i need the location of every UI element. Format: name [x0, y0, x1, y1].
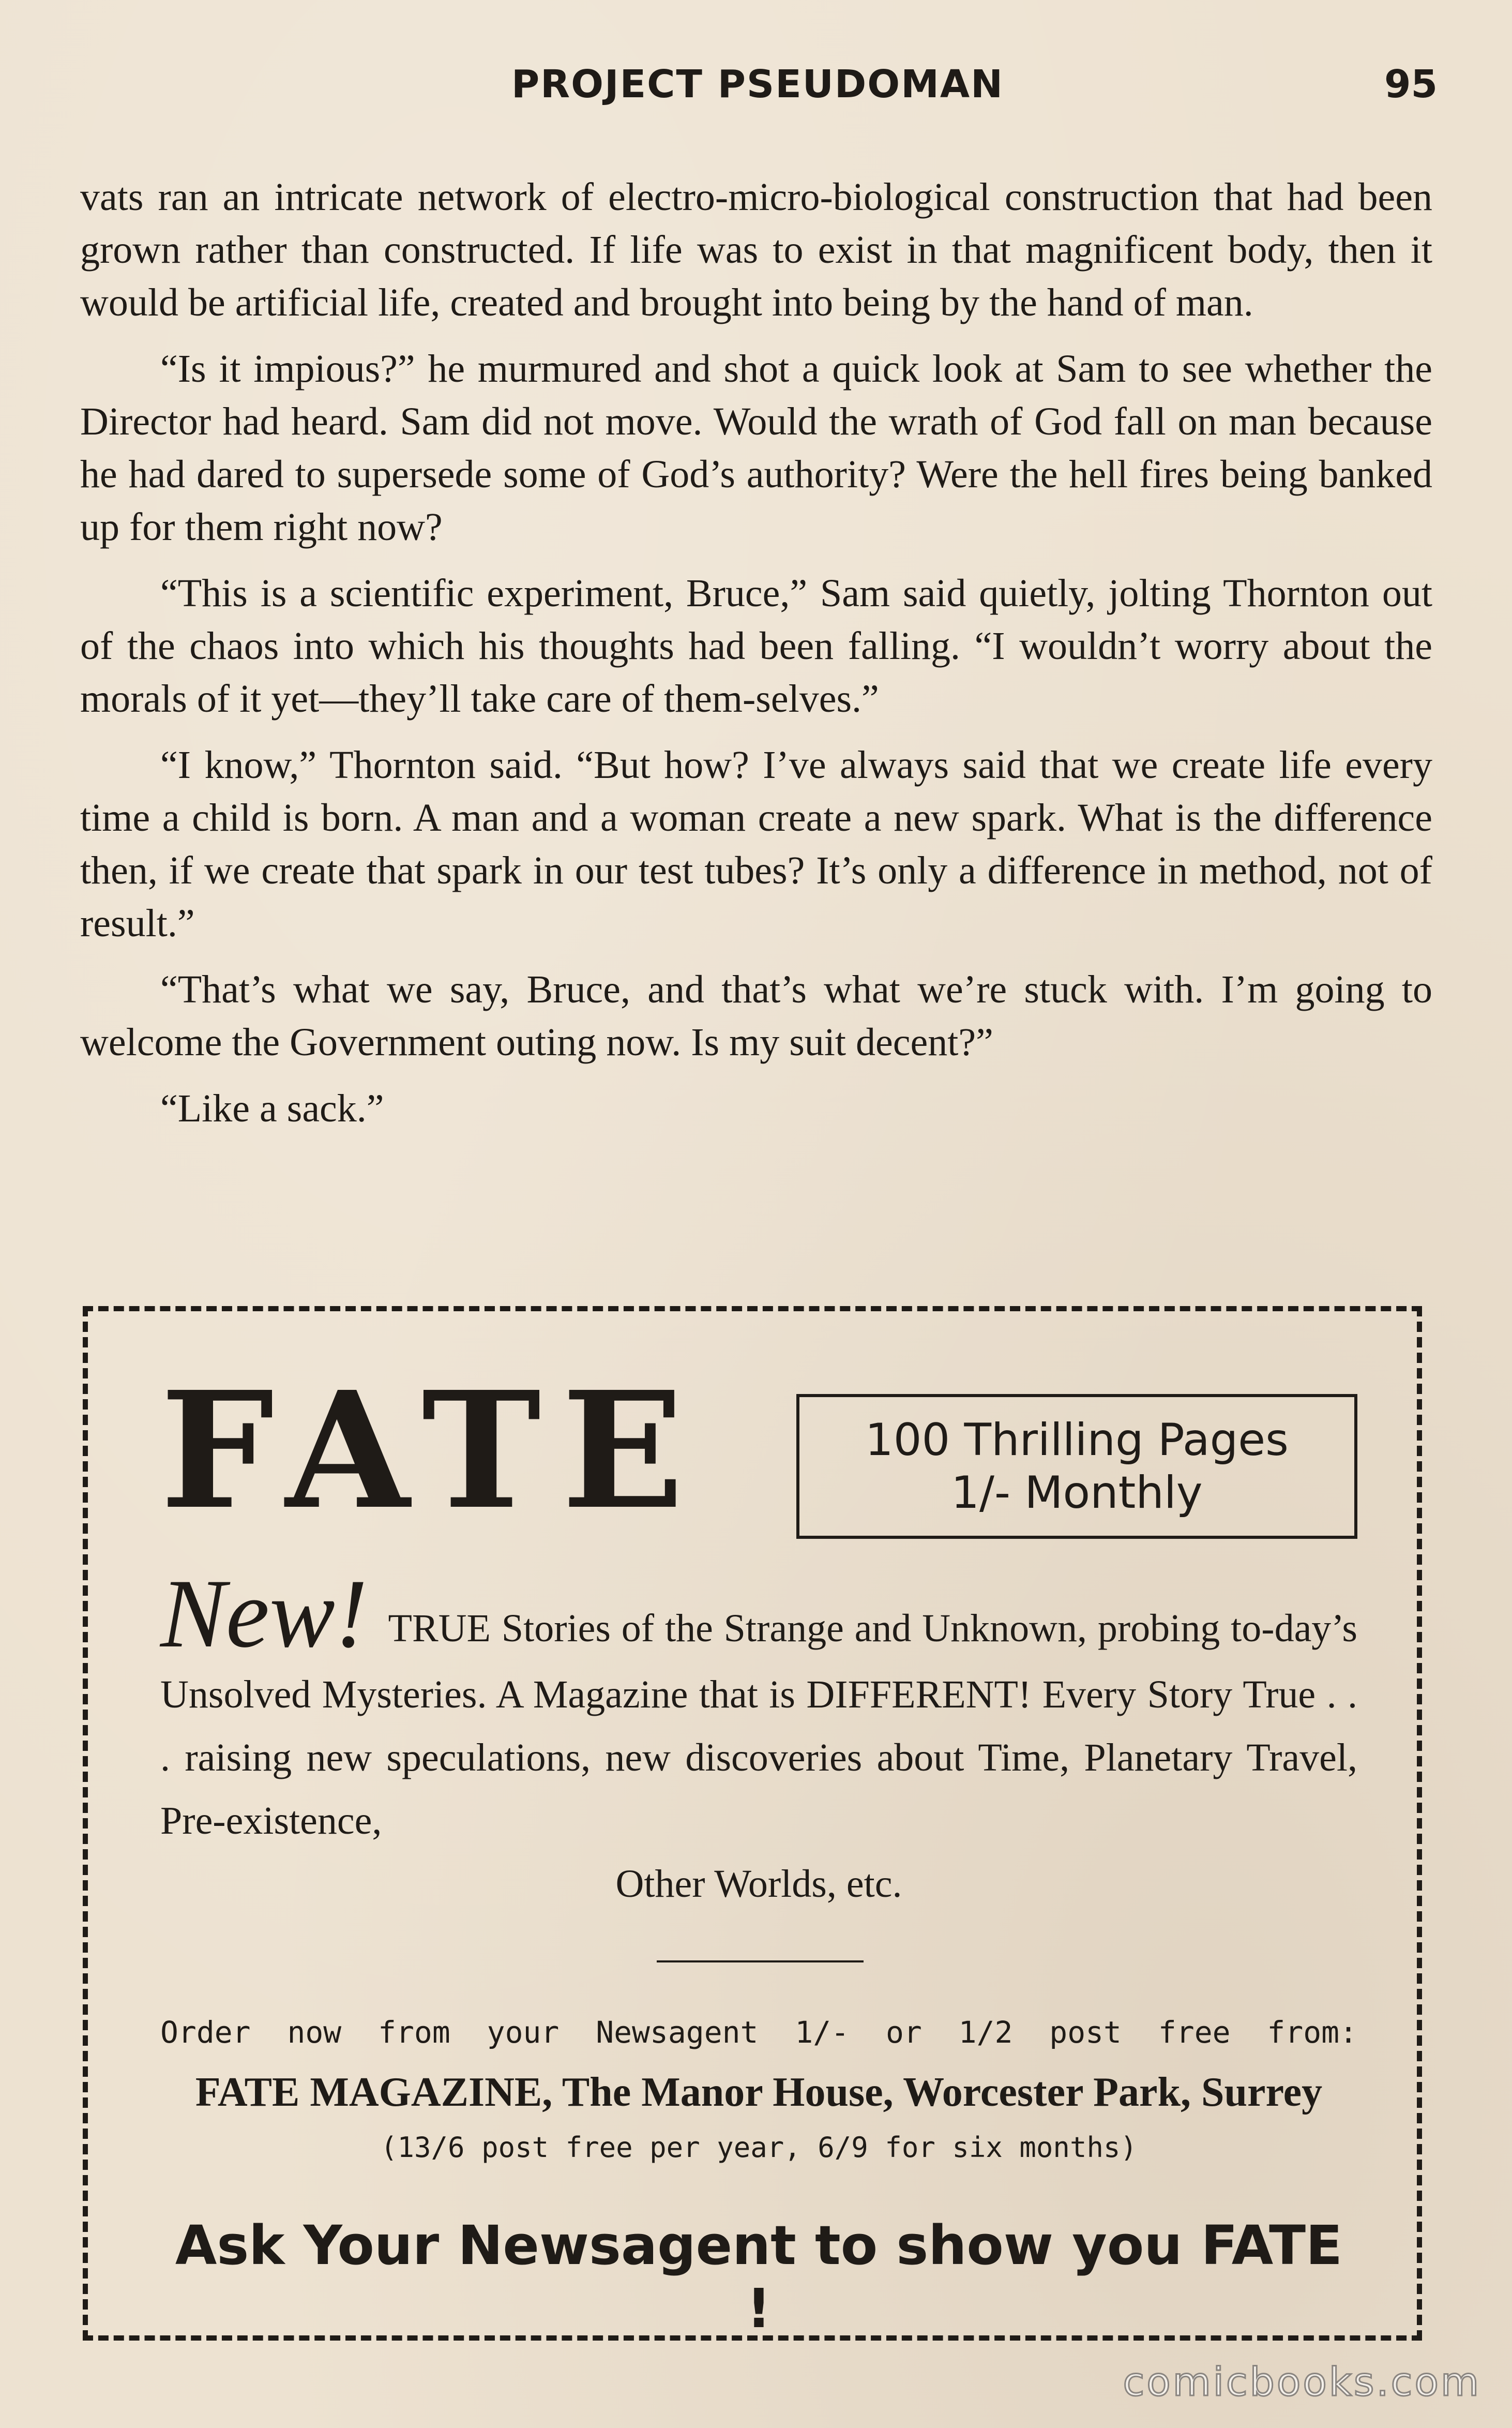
running-title: PROJECT PSEUDOMAN: [511, 62, 1004, 107]
ad-order-line: Order now from your Newsagent 1/- or 1/2 post free from:: [160, 2015, 1357, 2050]
story-paragraph: “I know,” Thornton said. “But how? I’ve always said that we create life every time a child is born. A man and a woman create a new spark. What is the difference then, if we create that spark in our test tubes? It’s only a difference in method, not of result.”: [80, 743, 1432, 945]
ad-price-line: 1/- Monthly: [951, 1467, 1203, 1519]
story-text: [80, 171, 1432, 1148]
story-paragraph: “Is it impious?” he murmured and shot a quick look at Sam to see whether the Director had heard. Sam did not move. Would the wrath of God fall on man because he had dared to supersede some of God’s authority? Were the hell fires being banked up for them right now?: [80, 347, 1432, 549]
ad-new-word: New!: [160, 1560, 368, 1668]
ad-divider: [657, 1960, 864, 1962]
ad-masthead: FATE: [160, 1357, 705, 1545]
fate-advertisement: [83, 1306, 1422, 2341]
ad-call-to-action: Ask Your Newsagent to show you FATE !: [175, 2214, 1343, 2340]
watermark: comicbooks.com: [1123, 2359, 1481, 2405]
ad-pages-line: 100 Thrilling Pages: [865, 1414, 1289, 1466]
ad-body-last-line: Other Worlds, etc.: [615, 1862, 902, 1906]
ad-price-box: [796, 1394, 1357, 1539]
ad-subscription-rates: (13/6 post free per year, 6/9 for six months): [381, 2131, 1137, 2164]
page-header: [78, 62, 1438, 119]
page-number: 95: [1384, 62, 1438, 107]
story-paragraph: vats ran an intricate network of electro-micro-biological construction that had been grown rather than constructed. If life was to exist in that magnificent body, then it would be artificial life, created and brought into being by the hand of man.: [80, 175, 1432, 324]
story-paragraph: “This is a scientific experiment, Bruce,” Sam said quietly, jolting Thornton out of the chaos into which his thoughts had been falling. “I wouldn’t worry about the morals of it yet—they’ll take care of them-selves.”: [80, 572, 1432, 721]
ad-body-text: TRUE Stories of the Strange and Unknown, probing to-day’s Unsolved Mysteries. A Magazine that is DIFFERENT! Every Story True . . . raising new speculations, new discoveries about Time, Planetary Travel, Pre-existence,: [160, 1607, 1357, 1842]
story-paragraph: “That’s what we say, Bruce, and that’s what we’re stuck with. I’m going to welcome the Government outing now. Is my suit decent?”: [80, 968, 1432, 1064]
ad-address: FATE MAGAZINE, The Manor House, Worcester Park, Surrey: [195, 2070, 1323, 2115]
ad-description: [160, 1560, 1357, 1915]
story-paragraph: “Like a sack.”: [160, 1087, 384, 1130]
